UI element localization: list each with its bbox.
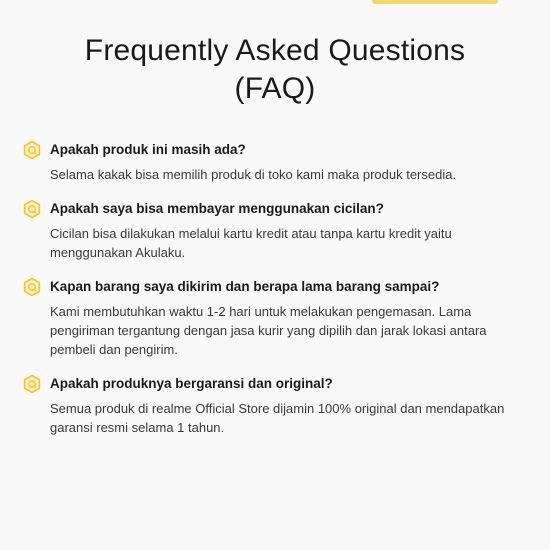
question-badge-icon xyxy=(22,140,42,160)
page-title-line2: (FAQ) xyxy=(234,72,316,105)
page-title xyxy=(0,32,550,108)
faq-list xyxy=(22,140,532,437)
faq-item xyxy=(22,277,532,359)
faq-question: Apakah produknya bergaransi dan original? xyxy=(50,376,333,391)
faq-item xyxy=(22,374,532,437)
faq-question: Apakah produk ini masih ada? xyxy=(50,142,246,157)
faq-answer: Selama kakak bisa memilih produk di toko kami maka produk tersedia. xyxy=(50,167,457,182)
question-badge-icon xyxy=(22,277,42,297)
faq-answer: Semua produk di realme Official Store dijamin 100% original dan mendapatkan garansi resmi selama 1 tahun. xyxy=(50,401,505,435)
faq-answer: Kami membutuhkan waktu 1-2 hari untuk melakukan pengemasan. Lama pengiriman tergantung dengan jasa kurir yang dipilih dan jarak lokasi antara pembeli dan pengirim. xyxy=(50,304,487,357)
faq-answer: Cicilan bisa dilakukan melalui kartu kredit atau tanpa kartu kredit yaitu menggunakan Akulaku. xyxy=(50,226,452,260)
faq-question: Apakah saya bisa membayar menggunakan cicilan? xyxy=(50,201,384,216)
question-badge-icon xyxy=(22,374,42,394)
faq-question: Kapan barang saya dikirim dan berapa lama barang sampai? xyxy=(50,279,440,294)
page-title-line1: Frequently Asked Questions xyxy=(84,34,466,67)
top-accent-bar xyxy=(372,0,498,4)
faq-item xyxy=(22,199,532,262)
faq-item xyxy=(22,140,532,184)
question-badge-icon xyxy=(22,199,42,219)
